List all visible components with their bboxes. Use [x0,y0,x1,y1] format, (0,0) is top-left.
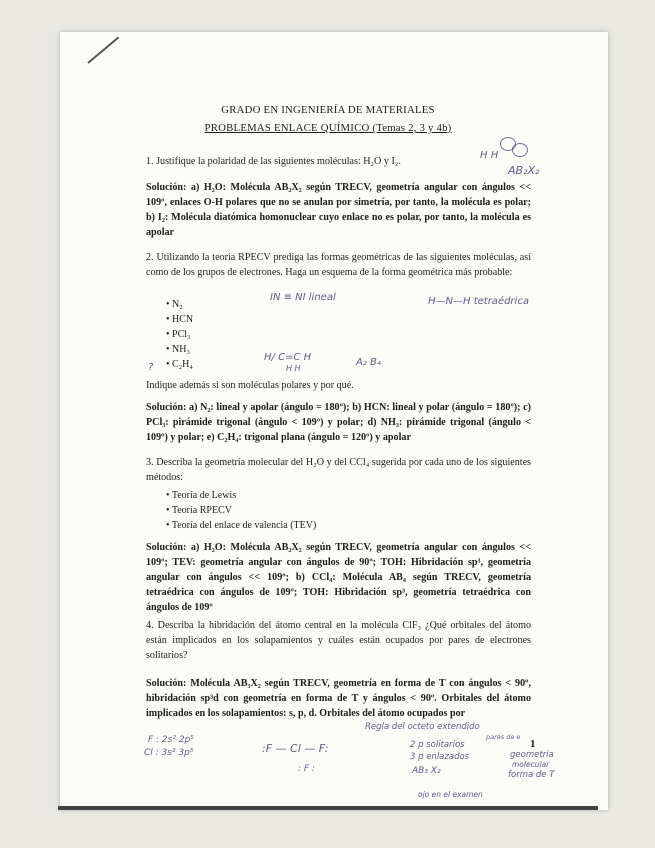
hand-a2b4: A₂ B₄ [356,357,381,368]
solution-1: Solución: a) H₂O: Molécula AB₂X₂ según TRECV, geometría angular con ángulos << 109º, enlaces O-H polares que no se anulan por simetría, por tanto, la molécula es polar; b) I₂: Molécula diatómica homonuclear cuyo enlace no es polar, por tanto, la molécula es apolar [146,182,531,238]
question-2: 2. Utilizando la teoría RPECV prediga las formas geométricas de las siguientes moléculas, así como de los grupos de electrones. Haga un esquema de la forma geométrica más probable: [146,252,531,278]
page-edge-shadow [58,806,598,810]
hand-question-mark: ? [148,362,154,373]
hand-pairs-bond: 3 p enlazados [410,752,470,762]
hand-n2-lewis: IN ≡ NI lineal [270,292,336,303]
hand-clf3-lewis: :F — Cl — F: [262,742,329,755]
list-item: • C₂H₄ [166,357,193,372]
question-2-list [166,297,193,372]
hand-ab2x2: AB₂X₂ [508,164,540,177]
hand-geometry-3: forma de T [508,770,555,780]
hand-clf3-f: : F : [298,764,315,774]
question-2-extra: Indique además si son moléculas polares y por qué. [146,380,354,391]
hand-c2h4-lewis: H/ C=C H [264,352,312,363]
hand-exam-note: ojo en el examen [418,790,483,799]
hand-pair-note: pares de e [486,733,521,741]
list-item: • HCN [166,312,193,327]
solution-4: Solución: Molécula AB₃X₂ según TRECV, geometría en forma de T con ángulos < 90º, hibridación sp³d con geometría en forma de T y ángulos < 90º. Orbitales del átomo implicados en los solapamientos: s, p, d. Orbitales del átomo ocupados por [146,678,531,719]
list-item: • Teoría del enlace de valencia (TEV) [166,518,316,533]
question-1: 1. Justifique la polaridad de las siguientes moléculas: H₂O y I₂. [146,156,401,167]
hand-ab3x2: AB₃ X₂ [412,766,441,776]
hand-f-config: F : 2s² 2p⁵ [148,735,194,745]
hand-geometry-1: geometría [510,750,554,760]
hand-geometry-2: molecular [512,760,550,769]
question-3-list [166,488,316,533]
question-4: 4. Describa la hibridación del átomo central en la molécula ClF₃ ¿Qué orbitales del átomo están implicados en los solapamientos y cuáles están ocupados por pares de electrones solitarios? [146,620,531,661]
hand-h2o-sketch: H H [480,150,499,161]
solution-3: Solución: a) H₂O: Molécula AB₂X₂ según TRECV, geometría angular con ángulos << 109º; TEV: geometría angular con ángulos de 90º; TOH: Hibridación sp³, geometría angular con ángulos << 109º; b) CCl₄: Molécula AB₄ según TRECV, geometría tetraédrica con ángulos de 109º; TOH: Hibridación sp³, geometría tetraédrica con ángulos de 109º [146,542,531,613]
hand-rule-note: Regla del octeto extendido [365,722,480,732]
hand-nh3-lewis: H—N—H tetraédrica [428,296,529,307]
header-degree: GRADO EN INGENIERÍA DE MATERIALES [221,104,435,116]
hand-pairs-lone: 2 p solitarios [410,740,465,750]
list-item: • NH₃ [166,342,193,357]
hand-c2h4-h: H H [286,364,301,373]
list-item: • Teoría de Lewis [166,488,316,503]
question-3: 3. Describa la geometría molecular del H₂O y del CCl₄ sugerida por cada uno de los siguientes métodos: [146,457,531,483]
list-item: • PCl₃ [166,327,193,342]
header-subject: PROBLEMAS ENLACE QUÍMICO (Temas 2, 3 y 4b) [204,122,452,134]
page-number: 1 [530,738,536,750]
list-item: • Teoría RPECV [166,503,316,518]
hand-cl-config: Cl : 3s² 3p⁵ [144,748,194,758]
solution-2: Solución: a) N₂: lineal y apolar (ángulo = 180º); b) HCN: lineal y polar (ángulo = 180º); c) PCl₃: pirámide trigonal (ángulo < 109º) y polar; d) NH₃: pirámide trigonal (ángulo < 109º) y polar; e) C₂H₄: trigonal plana (ángulo = 120º) y apolar [146,402,531,443]
list-item: • N₂ [166,297,193,312]
